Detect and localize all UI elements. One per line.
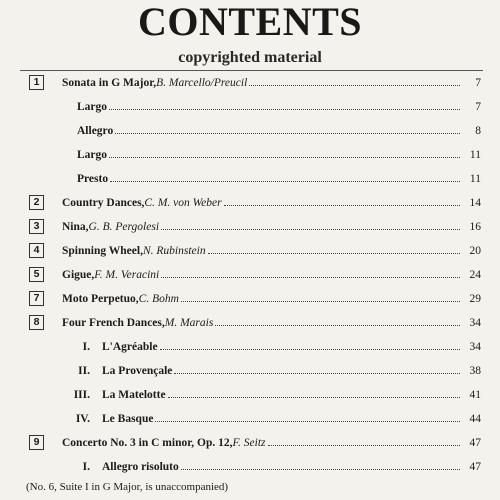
dot-leader [115,133,460,134]
movement-title: Le Basque [102,413,154,425]
toc-row [0,146,500,164]
movement-title: Largo [77,149,108,161]
piece-title: Gigue, [62,269,95,281]
movement-title: Presto [77,173,109,185]
piece-number-box: 9 [29,435,44,450]
toc-entry [62,266,481,284]
page-number: 20 [469,245,481,257]
composer-name: C. Bohm [138,293,179,305]
page-title: CONTENTS [137,0,363,44]
toc-entry [62,218,481,236]
dot-leader [181,469,460,470]
dot-leader [110,181,460,182]
page-number: 7 [475,77,481,89]
dot-leader [181,301,460,302]
piece-title: Sonata in G Major, [62,77,157,89]
piece-title: Four French Dances, [62,317,165,329]
page-number: 34 [469,317,481,329]
dot-leader [208,253,460,254]
piece-number-box: 5 [29,267,44,282]
page-number: 47 [469,437,481,449]
toc-entry [77,170,481,188]
toc-entry [62,242,481,260]
footnote: (No. 6, Suite I in G Major, is unaccompanied) [26,481,229,493]
toc-entry [62,74,481,92]
piece-number-box: 2 [29,195,44,210]
toc-row [0,458,500,476]
movement-title: Allegro risoluto [102,461,179,473]
toc-entry [64,362,481,380]
toc-row [0,194,500,212]
movement-title: La Matelotte [102,389,166,401]
toc-row [0,98,500,116]
toc-entry [64,338,481,356]
composer-name: C. M. von Weber [144,197,222,209]
composer-name: F. M. Veracini [94,269,160,281]
piece-title: Country Dances, [62,197,145,209]
toc-row [0,314,500,332]
piece-title: Spinning Wheel, [62,245,143,257]
toc-entry [64,458,481,476]
piece-title: Nina, [62,221,89,233]
piece-number-box: 1 [29,75,44,90]
composer-name: N. Rubinstein [142,245,206,257]
toc-row [0,266,500,284]
toc-entry [64,410,481,428]
page-subtitle: copyrighted material [178,49,322,66]
toc-entry [62,194,481,212]
dot-leader [155,421,460,422]
toc-row [0,122,500,140]
toc-row [0,410,500,428]
page-number: 47 [469,461,481,473]
page-number: 29 [469,293,481,305]
toc-entry [62,434,481,452]
dot-leader [249,85,460,86]
movement-title: L'Agréable [102,341,158,353]
toc-entry [62,290,481,308]
composer-name: G. B. Pergolesi [88,221,160,233]
composer-name: B. Marcello/Preucil [156,77,248,89]
page-number: 41 [469,389,481,401]
page-number: 14 [469,197,481,209]
dot-leader [109,157,460,158]
toc-row [0,338,500,356]
toc-entry [77,146,481,164]
header-rule [20,70,483,71]
page-number: 38 [469,365,481,377]
piece-number-box: 7 [29,291,44,306]
movement-numeral: II. [78,365,90,377]
dot-leader [224,205,460,206]
page-number: 16 [469,221,481,233]
page-number: 11 [469,173,481,185]
piece-number-box: 4 [29,243,44,258]
toc-row [0,386,500,404]
toc-row [0,290,500,308]
dot-leader [109,109,460,110]
composer-name: F. Seitz [232,437,266,449]
page-number: 7 [475,101,481,113]
dot-leader [161,277,460,278]
toc-entry [77,122,481,140]
toc-row [0,74,500,92]
dot-leader [168,397,460,398]
toc-row [0,362,500,380]
piece-title: Concerto No. 3 in C minor, Op. 12, [62,437,233,449]
toc-row [0,434,500,452]
page-number: 11 [469,149,481,161]
movement-title: Largo [77,101,108,113]
movement-numeral: III. [73,389,90,401]
piece-title: Moto Perpetuo, [62,293,139,305]
dot-leader [215,325,460,326]
movement-title: Allegro [77,125,114,137]
page-number: 44 [469,413,481,425]
dot-leader [174,373,460,374]
movement-title: La Provençale [102,365,173,377]
toc-entry [62,314,481,332]
piece-number-box: 3 [29,219,44,234]
toc-row [0,170,500,188]
page-number: 8 [475,125,481,137]
movement-numeral: I. [82,461,90,473]
dot-leader [161,229,460,230]
toc-entry [64,386,481,404]
page-number: 34 [469,341,481,353]
toc-row [0,218,500,236]
page-number: 24 [469,269,481,281]
dot-leader [268,445,461,446]
movement-numeral: IV. [75,413,90,425]
toc-entry [77,98,481,116]
dot-leader [160,349,460,350]
movement-numeral: I. [82,341,90,353]
toc-row [0,242,500,260]
composer-name: M. Marais [164,317,214,329]
piece-number-box: 8 [29,315,44,330]
